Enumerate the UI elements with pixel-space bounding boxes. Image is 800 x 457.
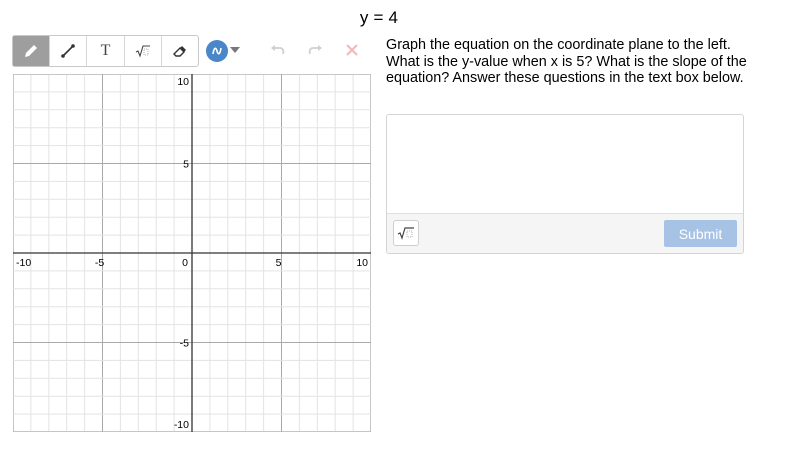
- drawing-toolbar: [12, 35, 199, 67]
- submit-button[interactable]: Submit: [664, 220, 737, 247]
- answer-footer: [387, 213, 743, 253]
- line-tool-button[interactable]: [50, 36, 87, 66]
- x-tick-label: 10: [356, 257, 368, 269]
- close-icon[interactable]: [345, 43, 359, 57]
- squiggle-icon: [211, 45, 223, 57]
- x-tick-label: -10: [16, 257, 32, 269]
- eraser-tool-button[interactable]: [162, 36, 198, 66]
- question-text: Graph the equation on the coordinate plane to the left. What is the y-value when x is 5? What is the slope of the equation? Answer these questions in the text box below.: [386, 37, 747, 86]
- y-tick-label: 10: [177, 76, 189, 88]
- color-picker-button[interactable]: [206, 40, 228, 62]
- square-root-icon: [135, 44, 151, 58]
- answer-box: [386, 114, 744, 254]
- y-tick-label: -10: [173, 419, 189, 431]
- answer-input[interactable]: [387, 115, 743, 219]
- y-tick-label: -5: [179, 337, 189, 350]
- chevron-down-icon[interactable]: [230, 47, 240, 53]
- coordinate-plane[interactable]: [13, 74, 371, 432]
- page-title: y = 4: [359, 8, 399, 27]
- x-tick-label: 5: [275, 257, 282, 269]
- y-tick-label: 5: [183, 158, 189, 171]
- math-input-button[interactable]: [393, 220, 419, 246]
- x-tick-label: 0: [182, 257, 188, 269]
- text-tool-button[interactable]: [87, 36, 124, 66]
- undo-icon[interactable]: [270, 42, 286, 56]
- redo-icon[interactable]: [307, 42, 323, 56]
- pencil-tool-button[interactable]: [13, 36, 50, 66]
- line-segment-icon: [60, 43, 76, 59]
- eraser-icon: [172, 43, 188, 59]
- math-tool-button[interactable]: [125, 36, 162, 66]
- text-T-icon: T: [100, 42, 111, 59]
- square-root-icon: [397, 226, 415, 240]
- x-tick-label: -5: [94, 257, 105, 269]
- pencil-icon: [23, 43, 39, 59]
